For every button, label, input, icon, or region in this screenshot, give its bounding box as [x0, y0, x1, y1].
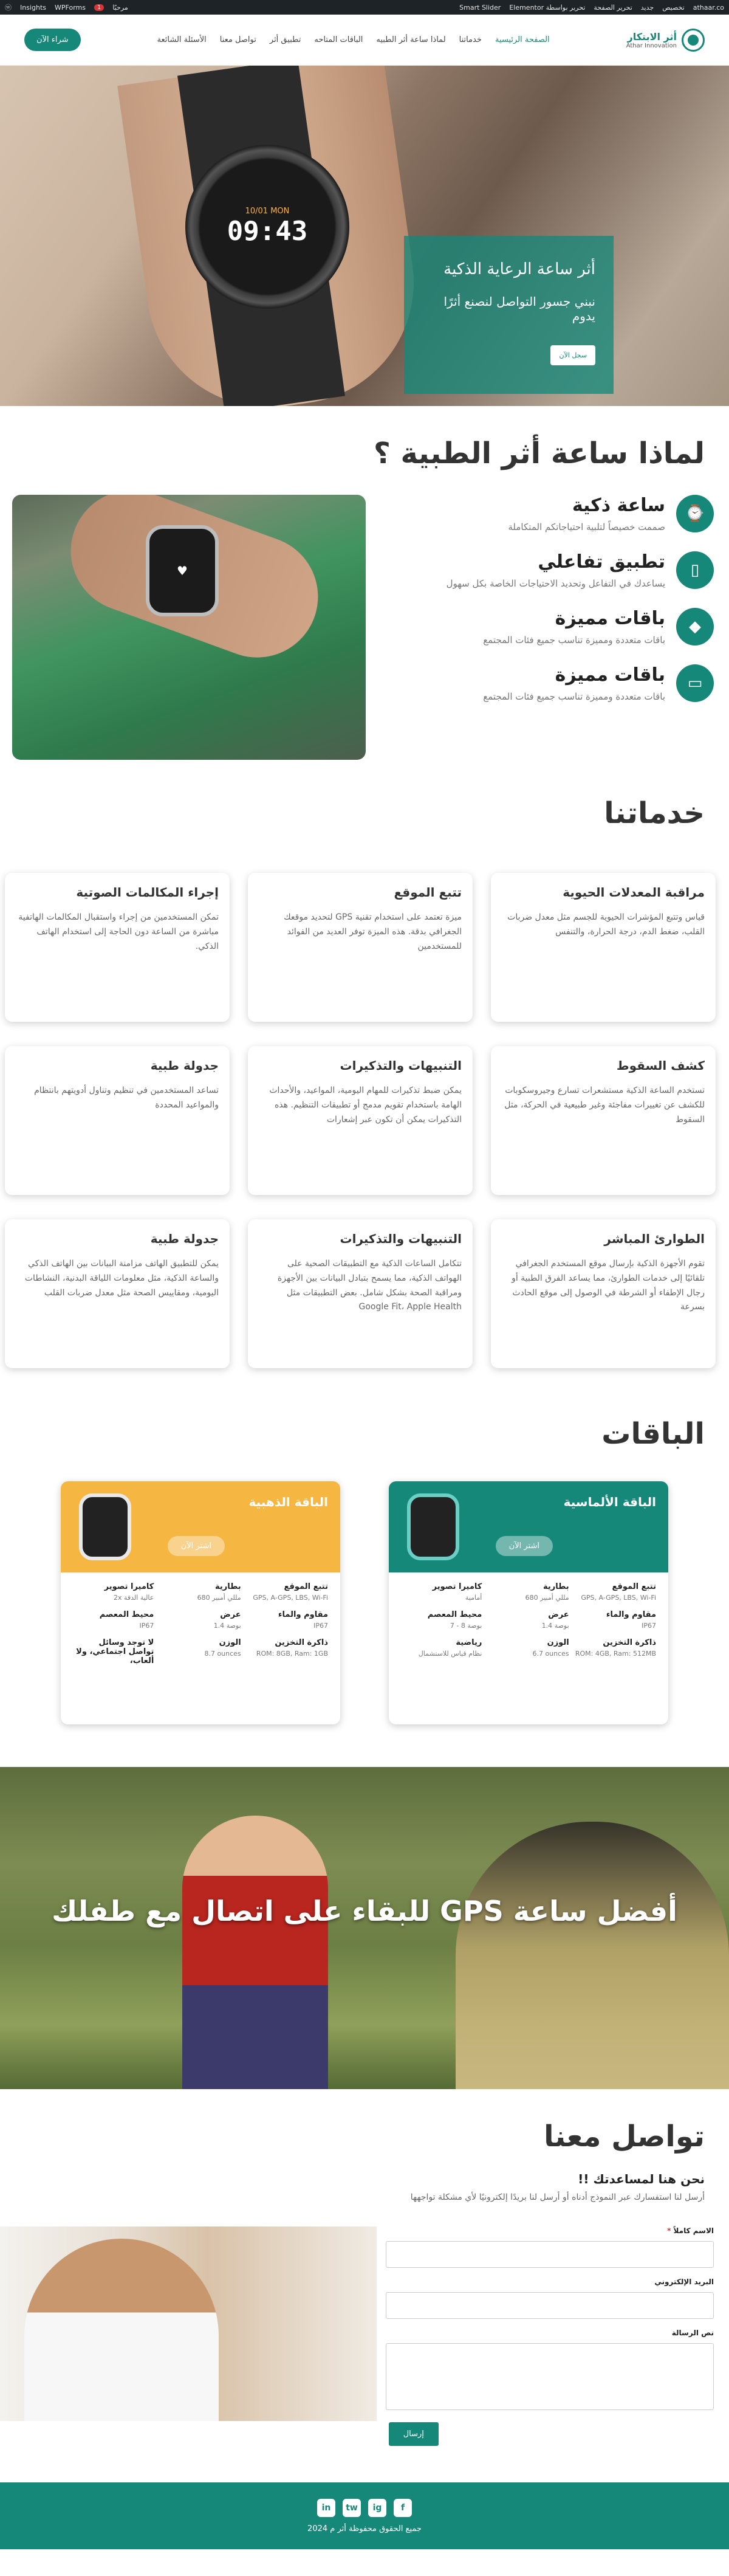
- spec-key: محيط المعصم: [427, 1610, 482, 1619]
- service-title: الطوارئ المباشر: [604, 1231, 705, 1246]
- contact-photo-agent: [24, 2239, 219, 2421]
- feature-text: باقات متعددة ومميزة تناسب جميع فئات المجتمع: [483, 635, 665, 646]
- service-title: إجراء المكالمات الصوتية: [76, 885, 219, 900]
- service-text: قياس وتتبع المؤشرات الحيوية للجسم مثل معدل ضربات القلب، ضغط الدم، درجة الحرارة، والتنفس: [507, 912, 705, 937]
- name-label: [377, 2226, 714, 2235]
- hero-register-button[interactable]: سجل الآن: [550, 345, 595, 365]
- admin-bar-site[interactable]: athaar.co: [693, 3, 724, 12]
- plan-spec: [488, 1638, 569, 1658]
- feature-title: ساعة ذكية: [572, 495, 665, 516]
- feature-title: باقات مميزة: [555, 664, 665, 686]
- service-card: [248, 1219, 473, 1368]
- main-nav: [157, 35, 550, 44]
- services-grid: [0, 842, 729, 1368]
- spec-key: ذاكرة التخزين: [275, 1638, 328, 1647]
- plan-spec: [575, 1582, 656, 1602]
- spec-key: كاميرا تصوير: [104, 1582, 154, 1591]
- nav-contact[interactable]: تواصل معنا: [219, 35, 256, 44]
- feature-item: [428, 608, 714, 647]
- gps-banner-headline: أفضل ساعة GPS للبقاء على اتصال مع طفلك: [52, 1895, 677, 1927]
- spec-key: كاميرا تصوير: [432, 1582, 482, 1591]
- spec-value: 680 مللي أمبير: [197, 1594, 241, 1602]
- service-title: تتبع الموقع: [394, 885, 462, 900]
- why-section: [0, 406, 729, 784]
- service-title: جدولة طبية: [150, 1231, 219, 1246]
- spec-key: لا توجد وسائل تواصل اجتماعي، ولا ألعاب،: [76, 1638, 154, 1665]
- contact-form: [377, 2226, 714, 2446]
- hero-watch-date: 10/01 MON: [245, 207, 290, 216]
- plan-spec: [247, 1610, 328, 1630]
- service-card: [491, 873, 716, 1022]
- spec-value: GPS, A-GPS, LBS, Wi-Fi: [253, 1594, 328, 1602]
- plan-spec: [160, 1610, 241, 1630]
- social-links: [317, 2499, 412, 2517]
- feature-title: تطبيق تفاعلي: [538, 551, 665, 573]
- service-card: [491, 1219, 716, 1368]
- service-text: يمكن ضبط تذكيرات للمهام اليومية، المواعيد، والأحداث الهامة باستخدام تقويم مدمج أو تطبيقات التنظيم. هذه التذكيرات يمكن أن تكون عبر إشعارات: [269, 1086, 462, 1124]
- spec-value: ROM: 8GB, Ram: 1GB: [256, 1650, 328, 1658]
- spec-value: 1.4 بوصة: [541, 1622, 569, 1630]
- packages-section: [0, 1393, 729, 1749]
- service-text: تقوم الأجهزة الذكية بإرسال موقع المستخدم الجغرافي تلقائيًا إلى خدمات الطوارئ، مما يساعد الفرق الطبية أو رجال الإطفاء أو الشرطة في الوصول إلى موقع الحادث بسرعة: [512, 1259, 705, 1312]
- admin-bar-wpforms[interactable]: WPForms: [55, 3, 86, 12]
- contact-section: [0, 2089, 729, 2464]
- plan-spec: [488, 1610, 569, 1630]
- service-title: جدولة طبية: [150, 1058, 219, 1073]
- contact-title: تواصل معنا: [544, 2120, 705, 2154]
- plan-name: الباقة الألماسية: [563, 1495, 656, 1509]
- spec-key: الوزن: [219, 1638, 241, 1647]
- nav-home[interactable]: الصفحة الرئيسية: [495, 35, 550, 44]
- instagram-icon[interactable]: ig: [368, 2499, 386, 2517]
- spec-value: 1.4 بوصة: [213, 1622, 241, 1630]
- service-title: مراقبة المعدلات الحيوية: [563, 885, 705, 900]
- service-title: التنبيهات والتذكيرات: [340, 1058, 462, 1073]
- service-text: تمكن المستخدمين من إجراء واستقبال المكالمات الهاتفية مباشرة من الساعة دون الحاجة إلى استخدام الهاتف الذكي.: [18, 912, 219, 951]
- plan-buy-button[interactable]: اشتر الآن: [496, 1536, 553, 1556]
- hero-watch-time: 09:43: [227, 216, 308, 247]
- plan-watch-image: [407, 1493, 459, 1560]
- feature-text: يساعدك في التفاعل وتحديد الاحتياجات الخاصة بكل سهول: [446, 578, 665, 589]
- wp-logo-icon[interactable]: ⓦ: [5, 4, 12, 12]
- contact-text: أرسل لنا استفسارك عبر النموذج أدناه أو أرسل لنا بريدًا إلكترونيًا لأي مشكلة تواجهها: [410, 2192, 705, 2202]
- message-label: نص الرسالة: [671, 2329, 714, 2337]
- spec-key: مقاوم والماء: [278, 1610, 328, 1619]
- service-card: [5, 1219, 230, 1368]
- hero-title: أثر ساعة الرعاية الذكية: [443, 260, 595, 278]
- admin-bar-insights[interactable]: Insights: [20, 3, 47, 12]
- spec-value: 8.7 ounces: [204, 1650, 241, 1658]
- admin-bar-customize[interactable]: تخصيص: [662, 3, 685, 12]
- spec-key: ذاكرة التخزين: [603, 1638, 656, 1647]
- footer-copyright: جميع الحقوق محفوظة أثر م 2024: [307, 2524, 422, 2533]
- plan-spec: [247, 1582, 328, 1602]
- phone-icon: ▯: [676, 551, 714, 589]
- hero-panel: [404, 236, 614, 394]
- admin-bar-updates[interactable]: 1: [94, 4, 104, 11]
- plan-spec: [160, 1582, 241, 1602]
- spec-value: أمامية: [465, 1594, 482, 1602]
- service-title: كشف السقوط: [616, 1058, 705, 1073]
- admin-bar-elementor[interactable]: Elementor تحرير بواسطة: [509, 3, 586, 12]
- spec-key: عرض: [220, 1610, 241, 1619]
- required-marker: *: [667, 2226, 671, 2235]
- nav-faq[interactable]: الأسئلة الشائعة: [157, 35, 207, 44]
- card-icon: ▭: [676, 664, 714, 702]
- feature-item: [428, 551, 714, 591]
- spec-key: تتبع الموقع: [284, 1582, 328, 1591]
- service-card: [5, 1046, 230, 1195]
- site-footer: [0, 2482, 729, 2549]
- feature-item: [428, 495, 714, 534]
- service-card: [248, 1046, 473, 1195]
- spec-value: نظام قياس للاستشمال: [418, 1650, 482, 1658]
- plan-spec: [575, 1638, 656, 1658]
- feature-text: صممت خصيصاً لتلبية احتياجاتكم المتكاملة: [508, 522, 665, 532]
- admin-bar-smart-slider[interactable]: Smart Slider: [459, 3, 501, 12]
- name-field[interactable]: [386, 2241, 714, 2268]
- logo-mark-icon: [682, 29, 705, 52]
- spec-key: الوزن: [547, 1638, 569, 1647]
- packages-title: الباقات: [601, 1417, 705, 1451]
- twitter-icon[interactable]: tw: [343, 2499, 361, 2517]
- plan-buy-button[interactable]: اشتر الآن: [168, 1536, 225, 1556]
- contact-photo: [0, 2226, 377, 2421]
- plan-spec: [247, 1638, 328, 1668]
- plan-watch-image: [79, 1493, 131, 1560]
- service-card: [248, 873, 473, 1022]
- admin-bar: [0, 0, 729, 15]
- services-title: خدماتنا: [604, 796, 705, 830]
- plan-spec: [73, 1610, 154, 1630]
- spec-key: بطارية: [214, 1582, 241, 1591]
- contact-heading: نحن هنا لمساعدتك !!: [578, 2172, 705, 2186]
- plan-spec: [401, 1582, 482, 1602]
- spec-key: عرض: [548, 1610, 569, 1619]
- spec-value: GPS, A-GPS, LBS, Wi-Fi: [581, 1594, 656, 1602]
- nav-services[interactable]: خدماتنا: [459, 35, 482, 44]
- feature-title: باقات مميزة: [555, 608, 665, 629]
- linkedin-icon[interactable]: in: [317, 2499, 335, 2517]
- spec-value: 7 - 8 بوصة: [450, 1622, 482, 1630]
- spec-value: 680 مللي أمبير: [525, 1594, 569, 1602]
- spec-value: 6.7 ounces: [532, 1650, 569, 1658]
- site-header: [0, 15, 729, 66]
- nav-why[interactable]: لماذا ساعة أثر الطبيه: [376, 35, 446, 44]
- plan-card-diamond: [389, 1481, 668, 1724]
- spec-value: 2x عالية الدقة: [114, 1594, 154, 1602]
- service-text: تستخدم الساعة الذكية مستشعرات تسارع وجيروسكوبات للكشف عن تغييرات مفاجئة وغير طبيعية في الحركة، مثل السقوط: [504, 1086, 705, 1124]
- spec-key: رياضية: [456, 1638, 482, 1647]
- spec-key: مقاوم والماء: [606, 1610, 656, 1619]
- hero-subtitle: نبني جسور التواصل لنصنع أثرًا يدوم: [443, 294, 595, 323]
- plan-spec: [73, 1638, 154, 1668]
- logo-text-ar: أثر الابتكار: [627, 30, 677, 43]
- spec-value: IP67: [139, 1622, 154, 1630]
- service-text: يمكن للتطبيق الهاتف مزامنة البيانات بين الهاتف الذكي والساعة الذكية، مثل معلومات اللياقة البدنية، النشاطات اليومية، ومقاييس الصحة مثل معدل ضربات القلب: [24, 1259, 219, 1298]
- why-photo-watch: ♥: [146, 525, 219, 616]
- facebook-icon[interactable]: f: [394, 2499, 412, 2517]
- plan-name: الباقة الذهبية: [248, 1495, 328, 1509]
- plan-spec: [160, 1638, 241, 1668]
- watch-icon: ⌚: [676, 495, 714, 532]
- features-list: [428, 495, 714, 760]
- why-photo: [12, 495, 366, 760]
- plan-spec: [401, 1638, 482, 1658]
- service-text: تتكامل الساعات الذكية مع التطبيقات الصحية على الهواتف الذكية، مما يسمح بتبادل البيانات بين الأجهزة ومراقبة الصحة بشكل شامل. بعض التطبيقات مثل Google Fit، Apple Health: [277, 1259, 462, 1312]
- plan-spec: [488, 1582, 569, 1602]
- service-card: [5, 873, 230, 1022]
- gps-banner: [0, 1767, 729, 2089]
- service-card: [491, 1046, 716, 1195]
- send-button[interactable]: إرسال: [389, 2422, 439, 2446]
- admin-bar-edit-page[interactable]: تحرير الصفحة: [594, 3, 632, 12]
- plan-spec: [73, 1582, 154, 1602]
- gps-banner-parent-image: [456, 1822, 729, 2089]
- service-text: تساعد المستخدمين في تنظيم وتناول أدويتهم بانتظام والمواعيد المحددة: [34, 1086, 219, 1110]
- spec-value: IP67: [642, 1622, 656, 1630]
- admin-bar-new[interactable]: جديد: [640, 3, 654, 12]
- site-logo[interactable]: [626, 29, 705, 52]
- service-title: التنبيهات والتذكيرات: [340, 1231, 462, 1246]
- admin-bar-greeting[interactable]: مرحبًا: [112, 3, 128, 12]
- email-label: البريد الإلكتروني: [654, 2278, 714, 2286]
- gps-banner-child-image: [182, 1816, 328, 2089]
- nav-app[interactable]: تطبيق أثر: [269, 35, 301, 44]
- services-section: [0, 784, 729, 1393]
- logo-text-en: Athar Innovation: [626, 42, 677, 49]
- spec-value: IP67: [313, 1622, 328, 1630]
- nav-packages[interactable]: الباقات المتاحه: [314, 35, 363, 44]
- spec-key: محيط المعصم: [99, 1610, 154, 1619]
- plan-card-gold: [61, 1481, 340, 1724]
- hero-section: [0, 66, 729, 406]
- service-text: ميزة تعتمد على استخدام تقنية GPS لتحديد موقعك الجغرافي بدقة. هذه الميزة توفر العديد من الفوائد للمستخدمين: [284, 912, 462, 951]
- email-field[interactable]: [386, 2292, 714, 2319]
- plan-spec: [401, 1610, 482, 1630]
- name-label-text: الاسم كاملاً: [673, 2226, 714, 2235]
- buy-now-button[interactable]: شراء الآن: [24, 29, 81, 51]
- message-field[interactable]: [386, 2343, 714, 2410]
- hero-watch-image: [185, 145, 349, 309]
- diamond-icon: ◆: [676, 608, 714, 646]
- spec-value: ROM: 4GB, Ram: 512MB: [575, 1650, 656, 1658]
- spec-key: تتبع الموقع: [612, 1582, 656, 1591]
- why-title: لماذا ساعة أثر الطبية ؟: [374, 436, 705, 470]
- feature-item: [428, 664, 714, 704]
- plan-spec: [575, 1610, 656, 1630]
- spec-key: بطارية: [542, 1582, 569, 1591]
- feature-text: باقات متعددة ومميزة تناسب جميع فئات المجتمع: [483, 691, 665, 702]
